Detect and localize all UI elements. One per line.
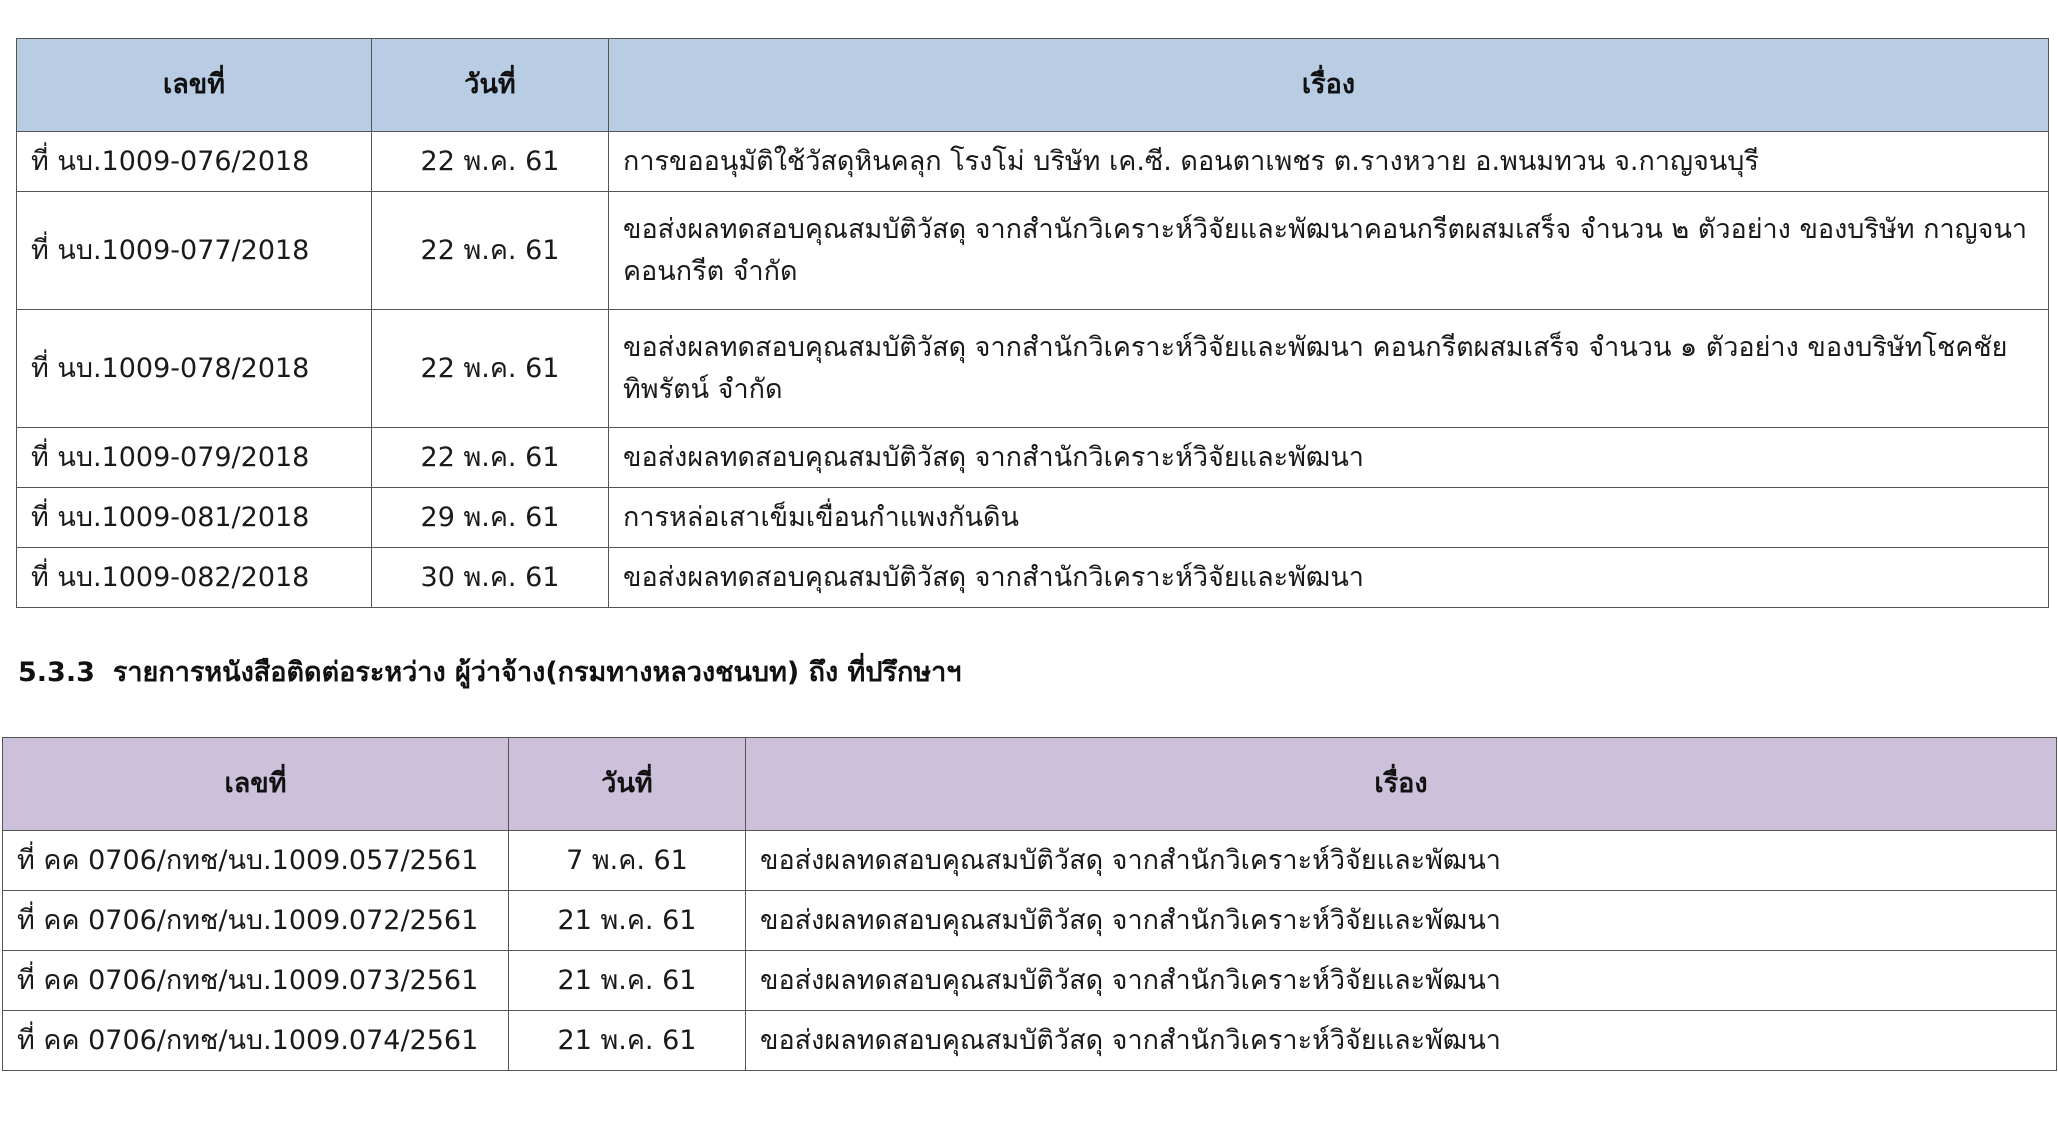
table-header-row [3, 738, 2057, 831]
table-row [3, 891, 2057, 951]
letter-number: ที่ คค 0706/กทช/นบ.1009.057/2561 [3, 831, 509, 891]
table-row [17, 548, 2049, 608]
column-header-subject: เรื่อง [609, 39, 2049, 132]
letter-number: ที่ นบ.1009-079/2018 [17, 428, 372, 488]
letter-number: ที่ นบ.1009-077/2018 [17, 192, 372, 310]
table-row [17, 310, 2049, 428]
table-header-row [17, 39, 2049, 132]
letter-date: 22 พ.ค. 61 [372, 310, 609, 428]
letter-number: ที่ นบ.1009-081/2018 [17, 488, 372, 548]
table-row [17, 132, 2049, 192]
letter-subject: การหล่อเสาเข็มเขื่อนกำแพงกันดิน [609, 488, 2049, 548]
letter-subject: การขออนุมัติใช้วัสดุหินคลุก โรงโม่ บริษัท เค.ซี. ดอนตาเพชร ต.รางหวาย อ.พนมทวน จ.กาญจนบุรี [609, 132, 2049, 192]
letter-subject: ขอส่งผลทดสอบคุณสมบัติวัสดุ จากสำนักวิเคราะห์วิจัยและพัฒนา [609, 548, 2049, 608]
letter-subject: ขอส่งผลทดสอบคุณสมบัติวัสดุ จากสำนักวิเคราะห์วิจัยและพัฒนา [609, 428, 2049, 488]
table-row [17, 428, 2049, 488]
letters-table-consultant [16, 38, 2049, 608]
column-header-date: วันที่ [372, 39, 609, 132]
letter-subject: ขอส่งผลทดสอบคุณสมบัติวัสดุ จากสำนักวิเคราะห์วิจัยและพัฒนา [746, 891, 2057, 951]
section-title: รายการหนังสือติดต่อระหว่าง ผู้ว่าจ้าง(กรมทางหลวงชนบท) ถึง ที่ปรึกษาฯ [112, 657, 962, 688]
table-row [3, 831, 2057, 891]
column-header-date: วันที่ [509, 738, 746, 831]
letter-date: 21 พ.ค. 61 [509, 1011, 746, 1071]
letter-date: 22 พ.ค. 61 [372, 132, 609, 192]
section-heading [18, 650, 961, 693]
letters-table-employer [2, 737, 2057, 1071]
letter-date: 7 พ.ค. 61 [509, 831, 746, 891]
table-row [17, 488, 2049, 548]
column-header-number: เลขที่ [3, 738, 509, 831]
letter-subject: ขอส่งผลทดสอบคุณสมบัติวัสดุ จากสำนักวิเคราะห์วิจัยและพัฒนา [746, 1011, 2057, 1071]
column-header-subject: เรื่อง [746, 738, 2057, 831]
letter-date: 30 พ.ค. 61 [372, 548, 609, 608]
letter-date: 21 พ.ค. 61 [509, 951, 746, 1011]
table-row [3, 1011, 2057, 1071]
table-row [3, 951, 2057, 1011]
letter-date: 21 พ.ค. 61 [509, 891, 746, 951]
letter-number: ที่ นบ.1009-076/2018 [17, 132, 372, 192]
letter-number: ที่ นบ.1009-078/2018 [17, 310, 372, 428]
letter-subject: ขอส่งผลทดสอบคุณสมบัติวัสดุ จากสำนักวิเคราะห์วิจัยและพัฒนา [746, 831, 2057, 891]
letter-date: 29 พ.ค. 61 [372, 488, 609, 548]
section-number: 5.3.3 [18, 657, 95, 688]
letter-subject: ขอส่งผลทดสอบคุณสมบัติวัสดุ จากสำนักวิเคราะห์วิจัยและพัฒนาคอนกรีตผสมเสร็จ จำนวน ๒ ตัวอย่าง ของบริษัท กาญจนา คอนกรีต จำกัด [609, 192, 2049, 310]
letter-subject: ขอส่งผลทดสอบคุณสมบัติวัสดุ จากสำนักวิเคราะห์วิจัยและพัฒนา คอนกรีตผสมเสร็จ จำนวน ๑ ตัวอย่าง ของบริษัทโชคชัยทิพรัตน์ จำกัด [609, 310, 2049, 428]
table-row [17, 192, 2049, 310]
letter-date: 22 พ.ค. 61 [372, 192, 609, 310]
letter-date: 22 พ.ค. 61 [372, 428, 609, 488]
letter-number: ที่ คค 0706/กทช/นบ.1009.074/2561 [3, 1011, 509, 1071]
letter-number: ที่ คค 0706/กทช/นบ.1009.072/2561 [3, 891, 509, 951]
letter-number: ที่ นบ.1009-082/2018 [17, 548, 372, 608]
letter-number: ที่ คค 0706/กทช/นบ.1009.073/2561 [3, 951, 509, 1011]
letter-subject: ขอส่งผลทดสอบคุณสมบัติวัสดุ จากสำนักวิเคราะห์วิจัยและพัฒนา [746, 951, 2057, 1011]
column-header-number: เลขที่ [17, 39, 372, 132]
